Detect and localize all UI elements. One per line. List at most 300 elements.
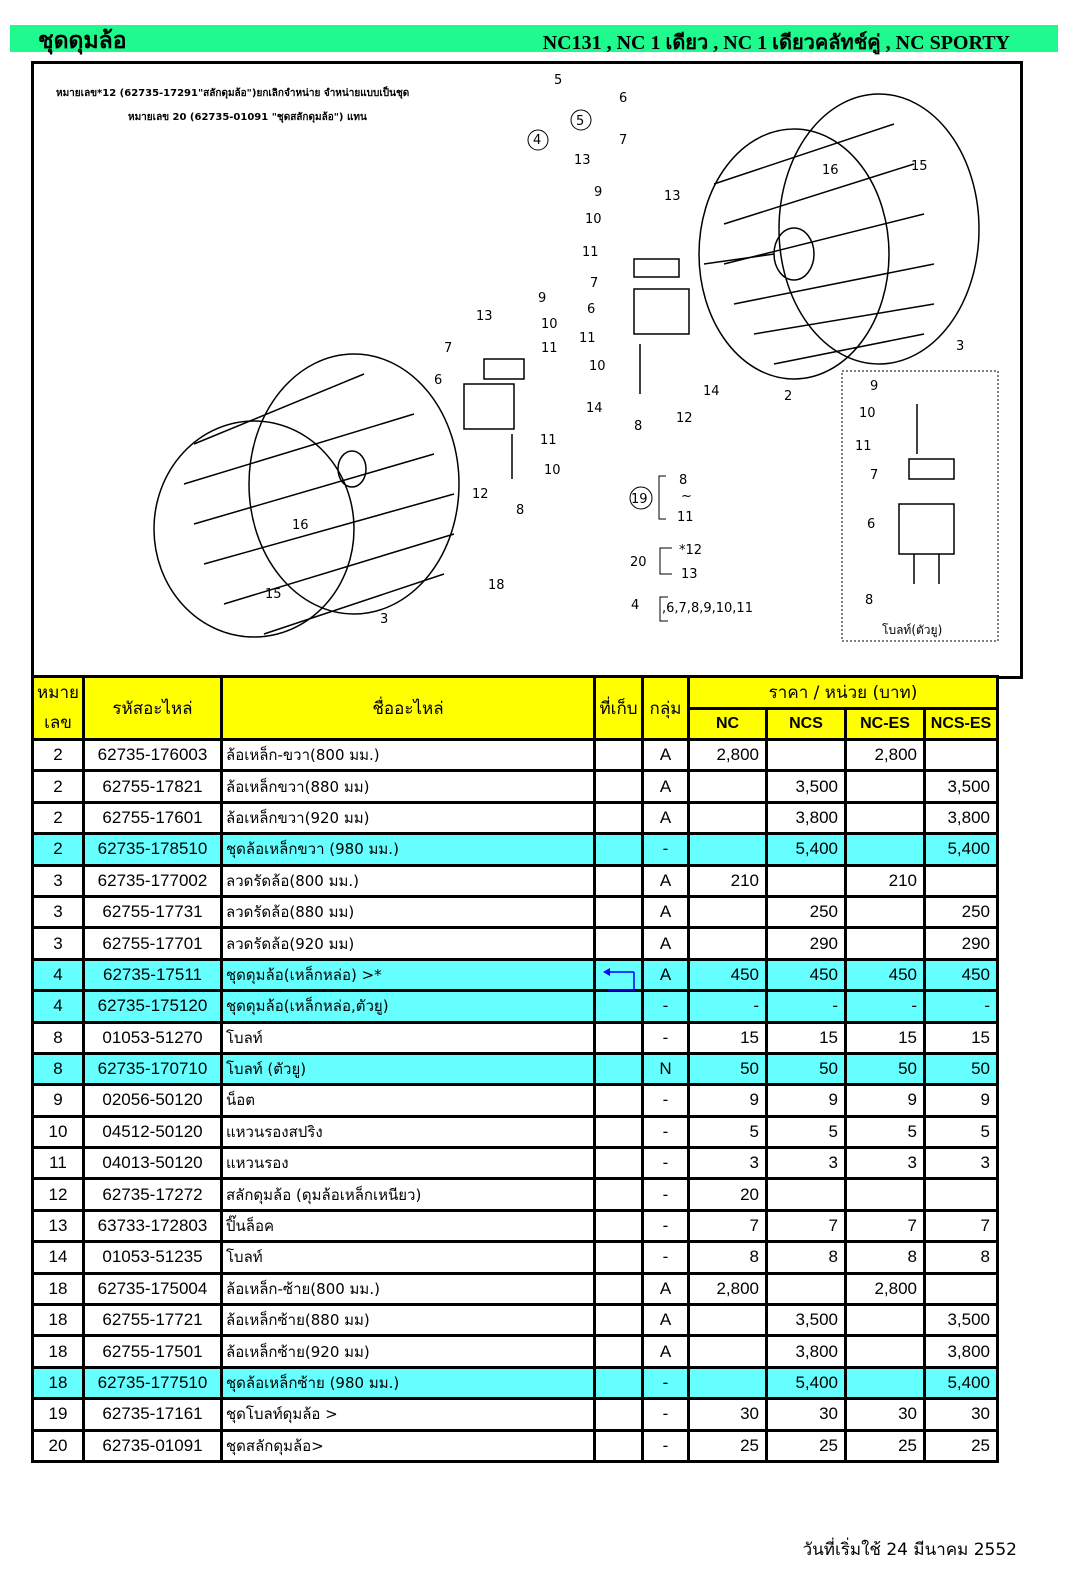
cell-nces — [846, 1367, 925, 1398]
svg-text:4: 4 — [533, 133, 542, 148]
table-row — [33, 991, 998, 1022]
cell-group: A — [643, 802, 689, 833]
cell-code: 62735-177510 — [84, 1367, 222, 1398]
cell-nc — [689, 928, 767, 959]
cell-no: 3 — [33, 896, 84, 927]
cell-code: 62735-175120 — [84, 991, 222, 1022]
cell-ncs: 3,800 — [767, 802, 846, 833]
cell-code: 02056-50120 — [84, 1085, 222, 1116]
cell-store — [595, 1430, 643, 1461]
svg-text:6: 6 — [619, 91, 628, 106]
col-nces: NC-ES — [846, 709, 925, 740]
cell-nc: 210 — [689, 865, 767, 896]
cell-code: 04013-50120 — [84, 1148, 222, 1179]
svg-text:13: 13 — [664, 189, 681, 204]
cell-ncs: 290 — [767, 928, 846, 959]
cell-nces: 450 — [846, 959, 925, 990]
page-title: ชุดดุมล้อ — [38, 27, 127, 54]
cell-ncs: 250 — [767, 896, 846, 927]
cell-code: 62755-17701 — [84, 928, 222, 959]
cell-store — [595, 1148, 643, 1179]
cell-store — [595, 1399, 643, 1430]
cell-nces: 25 — [846, 1430, 925, 1461]
cell-nces — [846, 771, 925, 802]
svg-text:9: 9 — [594, 185, 603, 200]
svg-text:7: 7 — [870, 468, 879, 483]
table-row — [33, 896, 998, 927]
cell-ncs: 50 — [767, 1053, 846, 1084]
cell-ncses: 3,500 — [925, 1305, 998, 1336]
right-wheel — [699, 94, 979, 379]
svg-text:,6,7,8,9,10,11: ,6,7,8,9,10,11 — [662, 601, 753, 616]
cell-name: ชุดล้อเหล็กซ้าย (980 มม.) — [222, 1367, 595, 1398]
cell-group: - — [643, 1210, 689, 1241]
cell-nc: 3 — [689, 1148, 767, 1179]
cell-nces: 3 — [846, 1148, 925, 1179]
svg-text:11: 11 — [582, 245, 599, 260]
table-row — [33, 1148, 998, 1179]
table-row — [33, 865, 998, 896]
cell-nc: 30 — [689, 1399, 767, 1430]
cell-name: ชุดดุมล้อ(เหล็กหล่อ,ตัวยู) — [222, 991, 595, 1022]
table-row — [33, 802, 998, 833]
cell-nc: 7 — [689, 1210, 767, 1241]
cell-name: ล้อเหล็กซ้าย(920 มม) — [222, 1336, 595, 1367]
cell-name: ปิ๊นล็อค — [222, 1210, 595, 1241]
cell-ncs — [767, 865, 846, 896]
cell-name: ลวดรัดล้อ(880 มม) — [222, 896, 595, 927]
svg-text:10: 10 — [589, 359, 606, 374]
cell-store — [595, 1179, 643, 1210]
cell-no: 3 — [33, 865, 84, 896]
cell-ncses: 15 — [925, 1022, 998, 1053]
cell-name: ล้อเหล็ก-ขวา(800 มม.) — [222, 740, 595, 771]
cell-ncses: 30 — [925, 1399, 998, 1430]
cell-no: 10 — [33, 1116, 84, 1147]
cell-code: 62735-17272 — [84, 1179, 222, 1210]
left-wheel — [154, 354, 459, 637]
cell-store — [595, 1273, 643, 1304]
cell-ncs: - — [767, 991, 846, 1022]
svg-text:8: 8 — [865, 593, 874, 608]
cell-ncs: 9 — [767, 1085, 846, 1116]
cell-store — [595, 1336, 643, 1367]
cell-ncs: 3,800 — [767, 1336, 846, 1367]
svg-text:10: 10 — [585, 212, 602, 227]
cell-name: แหวนรองสปริง — [222, 1116, 595, 1147]
cell-store — [595, 928, 643, 959]
cell-no: 13 — [33, 1210, 84, 1241]
cell-name: ล้อเหล็กซ้าย(880 มม) — [222, 1305, 595, 1336]
cell-group: - — [643, 1399, 689, 1430]
cell-ncs — [767, 1273, 846, 1304]
cell-nc: 25 — [689, 1430, 767, 1461]
cell-code: 04512-50120 — [84, 1116, 222, 1147]
cell-ncs: 5 — [767, 1116, 846, 1147]
parts-drawing — [34, 64, 1020, 676]
cell-no: 4 — [33, 959, 84, 990]
cell-group: A — [643, 1273, 689, 1304]
cell-code: 01053-51235 — [84, 1242, 222, 1273]
cell-group: A — [643, 865, 689, 896]
cell-store — [595, 959, 643, 990]
cell-no: 18 — [33, 1336, 84, 1367]
table-row — [33, 928, 998, 959]
cell-nc — [689, 1336, 767, 1367]
cell-nc: 15 — [689, 1022, 767, 1053]
cell-no: 18 — [33, 1273, 84, 1304]
table-row — [33, 771, 998, 802]
col-nc: NC — [689, 709, 767, 740]
cell-ncses — [925, 1179, 998, 1210]
table-row — [33, 1085, 998, 1116]
cell-ncs: 7 — [767, 1210, 846, 1241]
col-store: ที่เก็บ — [595, 677, 643, 740]
svg-text:11: 11 — [855, 439, 872, 454]
cell-nces: - — [846, 991, 925, 1022]
svg-text:5: 5 — [554, 73, 563, 88]
cell-ncses: 3,800 — [925, 802, 998, 833]
cell-code: 62735-170710 — [84, 1053, 222, 1084]
svg-text:19: 19 — [631, 492, 648, 507]
svg-text:5: 5 — [576, 114, 585, 129]
cell-nc: 2,800 — [689, 1273, 767, 1304]
cell-no: 18 — [33, 1367, 84, 1398]
cell-nces: 8 — [846, 1242, 925, 1273]
cell-name: แหวนรอง — [222, 1148, 595, 1179]
cell-name: สลักดุมล้อ (ดุมล้อเหล็กเหนียว) — [222, 1179, 595, 1210]
cell-nces — [846, 834, 925, 865]
cell-group: - — [643, 991, 689, 1022]
cell-ncs: 5,400 — [767, 1367, 846, 1398]
svg-text:11: 11 — [540, 433, 557, 448]
cell-nces: 15 — [846, 1022, 925, 1053]
model-list: NC131 , NC 1 เดียว , NC 1 เดียวคลัทช์คู่ , NC SPORTY — [542, 32, 1010, 54]
callout-labels — [265, 73, 964, 627]
cell-group: - — [643, 1085, 689, 1116]
cell-code: 62735-175004 — [84, 1273, 222, 1304]
col-price: ราคา / หน่วย (บาท) — [689, 677, 998, 709]
cell-ncses: 9 — [925, 1085, 998, 1116]
cell-code: 63733-172803 — [84, 1210, 222, 1241]
svg-text:โบลท์(ตัวยู): โบลท์(ตัวยู) — [882, 623, 943, 637]
cell-ncses: 5,400 — [925, 1367, 998, 1398]
cell-store — [595, 865, 643, 896]
cell-store — [595, 1022, 643, 1053]
table-row — [33, 1336, 998, 1367]
cell-group: - — [643, 834, 689, 865]
cell-nc: 450 — [689, 959, 767, 990]
cell-code: 62755-17731 — [84, 896, 222, 927]
cell-ncses — [925, 865, 998, 896]
cell-no: 4 — [33, 991, 84, 1022]
table-row — [33, 1367, 998, 1398]
cell-group: - — [643, 1179, 689, 1210]
cell-nc: - — [689, 991, 767, 1022]
cell-no: 9 — [33, 1085, 84, 1116]
cell-ncs: 3 — [767, 1148, 846, 1179]
table-row — [33, 834, 998, 865]
cell-ncs: 3,500 — [767, 771, 846, 802]
cell-group: A — [643, 1336, 689, 1367]
cell-nc — [689, 802, 767, 833]
cell-code: 62735-01091 — [84, 1430, 222, 1461]
svg-text:13: 13 — [574, 153, 591, 168]
cell-ncses: 5 — [925, 1116, 998, 1147]
cell-group: - — [643, 1367, 689, 1398]
cell-code: 62755-17721 — [84, 1305, 222, 1336]
table-row — [33, 1053, 998, 1084]
svg-text:8: 8 — [679, 473, 688, 488]
col-ncses: NCS-ES — [925, 709, 998, 740]
cell-no: 8 — [33, 1053, 84, 1084]
cell-group: - — [643, 1022, 689, 1053]
svg-text:9: 9 — [538, 291, 547, 306]
cell-group: A — [643, 771, 689, 802]
svg-text:11: 11 — [677, 510, 694, 525]
cell-nces — [846, 928, 925, 959]
cell-nces: 2,800 — [846, 740, 925, 771]
cell-ncs: 450 — [767, 959, 846, 990]
cell-code: 62735-17511 — [84, 959, 222, 990]
cell-store — [595, 896, 643, 927]
cell-code: 01053-51270 — [84, 1022, 222, 1053]
cell-group: A — [643, 959, 689, 990]
cell-ncses: 250 — [925, 896, 998, 927]
cell-name: โบลท์ (ตัวยู) — [222, 1053, 595, 1084]
cell-code: 62755-17601 — [84, 802, 222, 833]
cell-store — [595, 1085, 643, 1116]
svg-text:16: 16 — [292, 518, 309, 533]
cell-group: - — [643, 1148, 689, 1179]
svg-text:13: 13 — [476, 309, 493, 324]
cell-no: 2 — [33, 740, 84, 771]
cell-nces — [846, 896, 925, 927]
cell-ncses: 3,500 — [925, 771, 998, 802]
cell-code: 62735-176003 — [84, 740, 222, 771]
svg-text:15: 15 — [265, 587, 282, 602]
cell-no: 8 — [33, 1022, 84, 1053]
cell-group: A — [643, 928, 689, 959]
svg-text:8: 8 — [516, 503, 525, 518]
cell-ncses: 3 — [925, 1148, 998, 1179]
table-row — [33, 1116, 998, 1147]
cell-name: โบลท์ — [222, 1242, 595, 1273]
cell-code: 62735-17161 — [84, 1399, 222, 1430]
col-code: รหัสอะไหล่ — [84, 677, 222, 740]
svg-text:6: 6 — [434, 373, 443, 388]
cell-ncses: 3,800 — [925, 1336, 998, 1367]
cell-store — [595, 771, 643, 802]
table-row — [33, 1210, 998, 1241]
cell-ncs: 30 — [767, 1399, 846, 1430]
cell-name: ล้อเหล็กขวา(880 มม) — [222, 771, 595, 802]
table-row — [33, 1273, 998, 1304]
cell-no: 12 — [33, 1179, 84, 1210]
cell-no: 18 — [33, 1305, 84, 1336]
title-bar — [10, 25, 1058, 52]
cell-ncs — [767, 740, 846, 771]
cell-ncses: 7 — [925, 1210, 998, 1241]
replacement-arrow-icon — [600, 961, 640, 995]
cell-ncses: - — [925, 991, 998, 1022]
svg-text:10: 10 — [541, 317, 558, 332]
cell-group: - — [643, 1242, 689, 1273]
col-ncs: NCS — [767, 709, 846, 740]
cell-nc — [689, 771, 767, 802]
svg-text:*12: *12 — [679, 543, 703, 558]
cell-group: - — [643, 1116, 689, 1147]
cell-nces — [846, 802, 925, 833]
cell-no: 20 — [33, 1430, 84, 1461]
svg-text:20: 20 — [630, 555, 647, 570]
cell-name: น็อต — [222, 1085, 595, 1116]
cell-name: ล้อเหล็กขวา(920 มม) — [222, 802, 595, 833]
svg-text:8: 8 — [634, 419, 643, 434]
cell-name: ชุดโบลท์ดุมล้อ > — [222, 1399, 595, 1430]
cell-store — [595, 1053, 643, 1084]
cell-group: A — [643, 740, 689, 771]
cell-nc: 8 — [689, 1242, 767, 1273]
table-row — [33, 1305, 998, 1336]
cell-group: N — [643, 1053, 689, 1084]
cell-ncses: 290 — [925, 928, 998, 959]
cell-store — [595, 991, 643, 1022]
cell-no: 2 — [33, 834, 84, 865]
svg-text:2: 2 — [784, 389, 793, 404]
svg-text:7: 7 — [619, 133, 628, 148]
diagram-note-2: หมายเลข 20 (62735-01091 "ชุดสลักดุมล้อ") แทน — [128, 112, 367, 123]
cell-ncses: 8 — [925, 1242, 998, 1273]
table-row — [33, 1399, 998, 1430]
cell-name: ชุดสลักดุมล้อ> — [222, 1430, 595, 1461]
cell-no: 2 — [33, 771, 84, 802]
cell-nc: 2,800 — [689, 740, 767, 771]
cell-name: ลวดรัดล้อ(920 มม) — [222, 928, 595, 959]
svg-text:18: 18 — [488, 578, 505, 593]
cell-nc — [689, 1305, 767, 1336]
cell-code: 62735-178510 — [84, 834, 222, 865]
cell-nces — [846, 1336, 925, 1367]
svg-text:4: 4 — [631, 598, 640, 613]
cell-group: A — [643, 1305, 689, 1336]
cell-group: A — [643, 896, 689, 927]
diagram-legend — [528, 110, 942, 638]
cell-no: 2 — [33, 802, 84, 833]
effective-date: วันที่เริ่มใช้ 24 มีนาคม 2552 — [802, 1540, 1017, 1560]
cell-nc — [689, 896, 767, 927]
svg-text:10: 10 — [859, 406, 876, 421]
cell-code: 62735-177002 — [84, 865, 222, 896]
svg-text:6: 6 — [867, 517, 876, 532]
svg-text:14: 14 — [586, 401, 603, 416]
cell-ncses: 25 — [925, 1430, 998, 1461]
cell-nc: 50 — [689, 1053, 767, 1084]
svg-text:3: 3 — [380, 612, 389, 627]
svg-text:~: ~ — [681, 489, 692, 504]
parts-table — [31, 675, 999, 1463]
svg-text:15: 15 — [911, 159, 928, 174]
cell-nces: 50 — [846, 1053, 925, 1084]
cell-ncses — [925, 1273, 998, 1304]
cell-nces: 5 — [846, 1116, 925, 1147]
cell-no: 3 — [33, 928, 84, 959]
cell-ncses: 450 — [925, 959, 998, 990]
svg-text:7: 7 — [444, 341, 453, 356]
cell-store — [595, 740, 643, 771]
cell-name: โบลท์ — [222, 1022, 595, 1053]
svg-text:16: 16 — [822, 163, 839, 178]
cell-no: 19 — [33, 1399, 84, 1430]
cell-nc: 9 — [689, 1085, 767, 1116]
cell-nces: 7 — [846, 1210, 925, 1241]
cell-store — [595, 1305, 643, 1336]
diagram-note-1: หมายเลข*12 (62735-17291"สลักดุมล้อ")ยกเลิกจำหน่าย จำหน่ายแบบเป็นชุด — [56, 88, 410, 99]
cell-no: 11 — [33, 1148, 84, 1179]
svg-text:7: 7 — [590, 276, 599, 291]
col-group: กลุ่ม — [643, 677, 689, 740]
cell-nc — [689, 1367, 767, 1398]
svg-text:12: 12 — [676, 411, 693, 426]
cell-store — [595, 834, 643, 865]
exploded-diagram — [31, 61, 1023, 679]
table-row — [33, 1179, 998, 1210]
cell-ncs: 8 — [767, 1242, 846, 1273]
cell-ncses: 5,400 — [925, 834, 998, 865]
cell-nc: 5 — [689, 1116, 767, 1147]
cell-no: 14 — [33, 1242, 84, 1273]
table-row — [33, 959, 998, 990]
table-row — [33, 1022, 998, 1053]
cell-ncs: 5,400 — [767, 834, 846, 865]
svg-text:11: 11 — [579, 331, 596, 346]
cell-nces — [846, 1179, 925, 1210]
cell-group: - — [643, 1430, 689, 1461]
cell-store — [595, 1367, 643, 1398]
cell-ncs: 15 — [767, 1022, 846, 1053]
svg-text:10: 10 — [544, 463, 561, 478]
table-row — [33, 1430, 998, 1461]
cell-store — [595, 802, 643, 833]
cell-nc — [689, 834, 767, 865]
cell-nces: 30 — [846, 1399, 925, 1430]
svg-text:11: 11 — [541, 341, 558, 356]
svg-text:6: 6 — [587, 302, 596, 317]
cell-code: 62755-17501 — [84, 1336, 222, 1367]
svg-text:3: 3 — [956, 339, 965, 354]
cell-nc: 20 — [689, 1179, 767, 1210]
cell-store — [595, 1210, 643, 1241]
cell-nces: 9 — [846, 1085, 925, 1116]
cell-name: ชุดล้อเหล็กขวา (980 มม.) — [222, 834, 595, 865]
cell-ncses — [925, 740, 998, 771]
cell-name: ชุดดุมล้อ(เหล็กหล่อ) >* — [222, 959, 595, 990]
col-name: ชื่ออะไหล่ — [222, 677, 595, 740]
cell-name: ลวดรัดล้อ(800 มม.) — [222, 865, 595, 896]
cell-nces: 2,800 — [846, 1273, 925, 1304]
cell-store — [595, 1116, 643, 1147]
table-row — [33, 1242, 998, 1273]
cell-ncs: 25 — [767, 1430, 846, 1461]
cell-store — [595, 1242, 643, 1273]
cell-nces — [846, 1305, 925, 1336]
cell-nces: 210 — [846, 865, 925, 896]
cell-code: 62755-17821 — [84, 771, 222, 802]
svg-text:12: 12 — [472, 487, 489, 502]
cell-name: ล้อเหล็ก-ซ้าย(800 มม.) — [222, 1273, 595, 1304]
cell-ncs: 3,500 — [767, 1305, 846, 1336]
svg-text:9: 9 — [870, 379, 879, 394]
